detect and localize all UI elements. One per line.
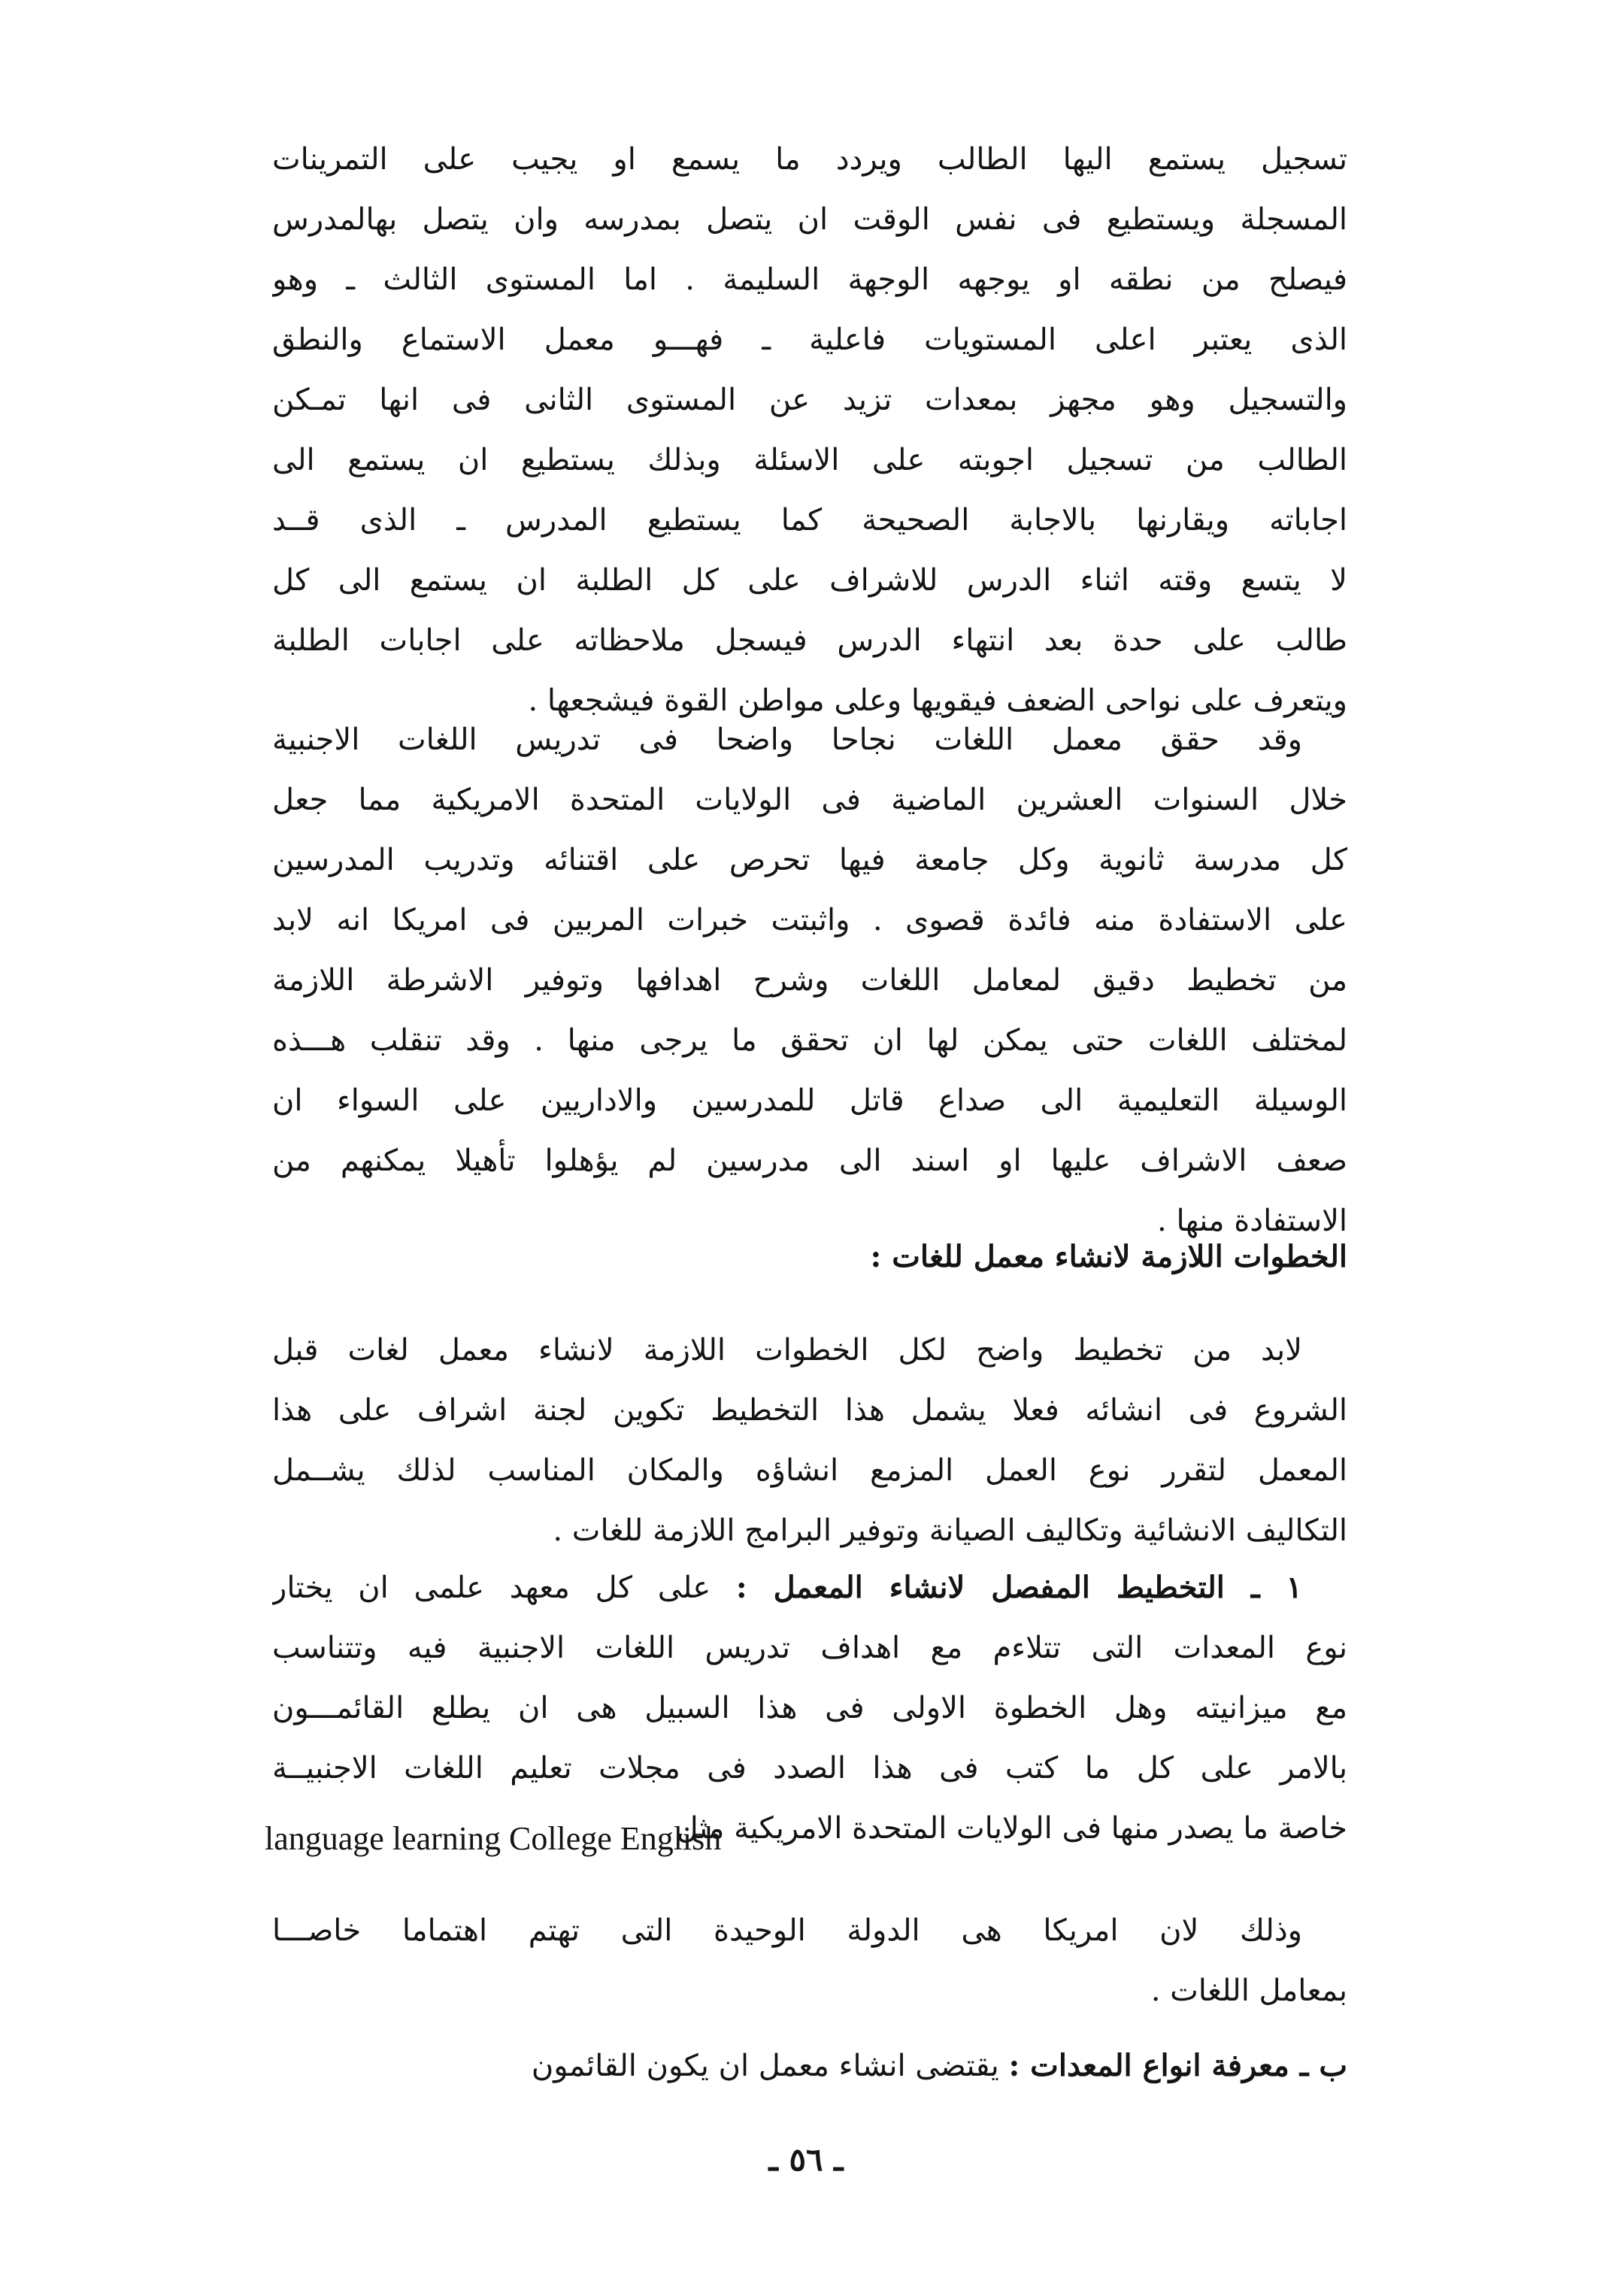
text-line: اجاباته ويقارنها بالاجابة الصحيحة كما يستطيع المدرس ـ الذى قــد	[272, 503, 1347, 538]
text-line: لابد من تخطيط واضح لكل الخطوات اللازمة لانشاء معمل لغات قبل	[272, 1333, 1302, 1368]
closing-paragraph	[272, 1901, 1347, 2021]
text-line: خلال السنوات العشرين الماضية فى الولايات المتحدة الامريكية مما جعل	[272, 783, 1347, 817]
text-line: وذلك لان امريكا هى الدولة الوحيدة التى تهتم اهتماما خاصـــا	[272, 1913, 1302, 1948]
text-line: لمختلف اللغات حتى يمكن لها ان تحقق ما يرجى منها . وقد تنقلب هـــذه	[272, 1023, 1347, 1058]
item-1-first-line	[272, 1558, 1347, 1618]
text-line: من تخطيط دقيق لمعامل اللغات وشرح اهدافها وتوفير الاشرطة اللازمة	[272, 963, 1347, 998]
steps-intro-paragraph	[272, 1320, 1347, 1561]
text-line: التكاليف الانشائية وتكاليف الصيانة وتوفير البرامج اللازمة للغات .	[553, 1513, 1347, 1548]
paragraph-1	[272, 129, 1347, 731]
text-line: خاصة ما يصدر منها فى الولايات المتحدة الامريكية مثل	[676, 1811, 1347, 1846]
text-line: تسجيل يستمع اليها الطالب ويردد ما يسمع او يجيب على التمرينات	[272, 142, 1347, 177]
text-line: على الاستفادة منه فائدة قصوى . واثبتت خبرات المربين فى امريكا انه لابد	[272, 903, 1347, 937]
text-line: صعف الاشراف عليها او اسند الى مدرسين لم يؤهلوا تأهيلا يمكنهم من	[272, 1143, 1347, 1178]
item-2-text: يقتضى انشاء معمل ان يكون القائمون	[531, 2049, 999, 2083]
text-line: المعمل لتقرر نوع العمل المزمع انشاؤه والمكان المناسب لذلك يشــمل	[272, 1453, 1347, 1488]
item-1-first-line-text: على كل معهد علمى ان يختار	[272, 1571, 711, 1605]
item-2-line	[272, 2036, 1347, 2096]
text-line: نوع المعدات التى تتلاءم مع اهداف تدريس اللغات الاجنبية فيه وتتناسب	[272, 1631, 1347, 1665]
text-line: بالامر على كل ما كتب فى هذا الصدد فى مجلات تعليم اللغات الاجنبيــة	[272, 1751, 1347, 1786]
page-number: ـ ٥٦ ـ	[768, 2141, 844, 2178]
english-titles-line: language learning College English	[265, 1820, 722, 1857]
text-line: مع ميزانيته وهل الخطوة الاولى فى هذا السبيل هى ان يطلع القائمـــون	[272, 1691, 1347, 1725]
heading-text: الخطوات اللازمة لانشاء معمل للغات :	[870, 1239, 1347, 1274]
item-1-title: ١ ـ التخطيط المفصل لانشاء المعمل :	[735, 1570, 1302, 1605]
text-line: الذى يعتبر اعلى المستويات فاعلية ـ فهـــو معمل الاستماع والنطق	[272, 323, 1347, 357]
paragraph-2	[272, 710, 1347, 1251]
text-line: والتسجيل وهو مجهز بمعدات تزيد عن المستوى الثانى فى انها تمـكن	[272, 383, 1347, 417]
text-line: الطالب من تسجيل اجوبته على الاسئلة وبذلك يستطيع ان يستمع الى	[272, 443, 1347, 477]
text-line: فيصلح من نطقه او يوجهه الوجهة السليمة . اما المستوى الثالث ـ وهو	[272, 262, 1347, 297]
text-line: لا يتسع وقته اثناء الدرس للاشراف على كل الطلبة ان يستمع الى كل	[272, 563, 1347, 598]
text-line: طالب على حدة بعد انتهاء الدرس فيسجل ملاحظاته على اجابات الطلبة	[272, 623, 1347, 658]
item-1	[272, 1558, 1347, 1858]
text-line: كل مدرسة ثانوية وكل جامعة فيها تحرص على اقتنائه وتدريب المدرسين	[272, 843, 1347, 877]
item-2	[272, 2036, 1347, 2096]
text-line: المسجلة ويستطيع فى نفس الوقت ان يتصل بمدرسه وان يتصل بهالمدرس	[272, 202, 1347, 237]
text-line: ويتعرف على نواحى الضعف فيقويها وعلى مواطن القوة فيشجعها .	[528, 683, 1347, 718]
text-line: الشروع فى انشائه فعلا يشمل هذا التخطيط تكوين لجنة اشراف على هذا	[272, 1393, 1347, 1428]
section-heading	[272, 1227, 1347, 1287]
text-line: الاستفادة منها .	[1157, 1204, 1347, 1238]
text-line: بمعامل اللغات .	[1150, 1973, 1347, 2008]
text-line: الوسيلة التعليمية الى صداع قاتل للمدرسين والاداريين على السواء ان	[272, 1083, 1347, 1118]
text-line: وقد حقق معمل اللغات نجاحا واضحا فى تدريس اللغات الاجنبية	[272, 722, 1302, 757]
item-2-title: ب ـ معرفة انواع المعدات :	[1008, 2048, 1347, 2083]
